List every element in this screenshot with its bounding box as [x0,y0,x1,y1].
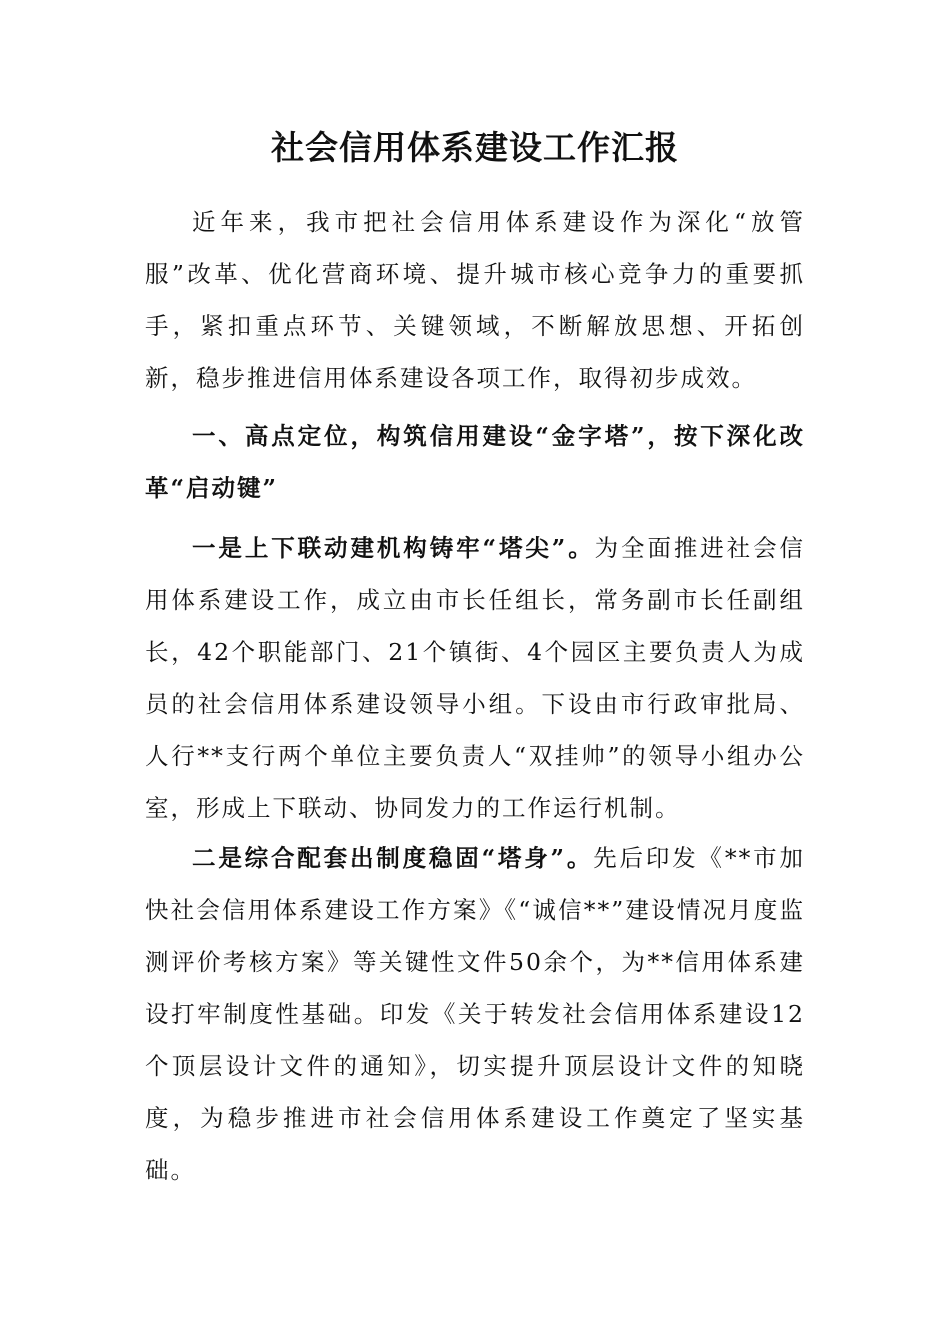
document-title: 社会信用体系建设工作汇报 [271,128,679,167]
item-lead-1: 一是上下联动建机构铸牢“塔尖”。 [192,534,595,562]
item-body-1: 为全面推进社会信用体系建设工作，成立由市长任组长，常务副市长任副组长，42个职能部门、21个镇街、4个园区主要负责人为成员的社会信用体系建设领导小组。下设由市行政审批局、人行**支行两个单位主要负责人“双挂帅”的领导小组办公室，形成上下联动、协同发力的工作运行机制。 [145,534,806,822]
intro-paragraph: 近年来，我市把社会信用体系建设作为深化“放管服”改革、优化营商环境、提升城市核心竞争力的重要抓手，紧扣重点环节、关键领域，不断解放思想、开拓创新，稳步推进信用体系建设各项工作，取得初步成效。 [145,208,805,392]
item-body-2: 先后印发《**市加快社会信用体系建设工作方案》《“诚信**”建设情况月度监测评价考核方案》等关键性文件50余个，为**信用体系建设打牢制度性基础。印发《关于转发社会信用体系建设12个顶层设计文件的通知》，切实提升顶层设计文件的知晓度，为稳步推进市社会信用体系建设工作奠定了坚实基础。 [145,844,805,1184]
item-paragraph-2 [145,832,805,1196]
section-heading-1: 一、高点定位，构筑信用建设“金字塔”，按下深化改革“启动键” [145,422,805,502]
item-paragraph-1 [145,522,805,834]
item-lead-2: 二是综合配套出制度稳固“塔身”。 [192,844,594,872]
